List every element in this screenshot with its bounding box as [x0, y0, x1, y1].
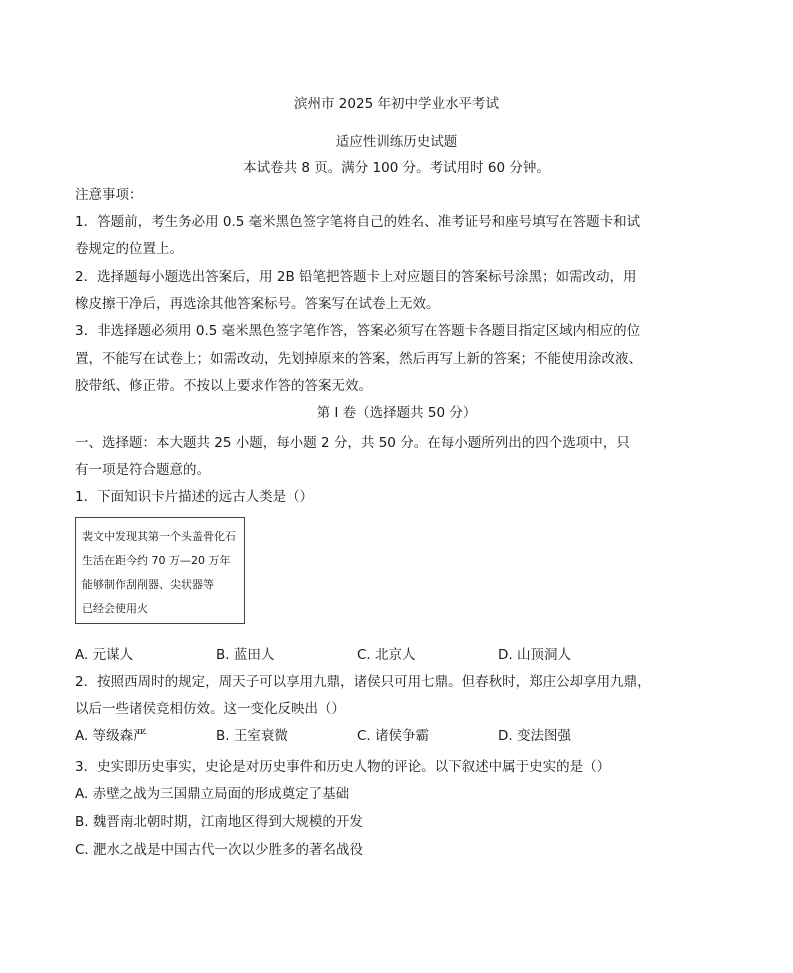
q1-option-b: B. 蓝田人 [216, 647, 275, 663]
section-intro-line: 有一项是符合题意的。 [75, 462, 210, 478]
card-line: 裴文中发现其第一个头盖骨化石 [82, 530, 236, 543]
notes-heading: 注意事项： [75, 187, 143, 203]
q3-option-a: A. 赤壁之战为三国鼎立局面的形成奠定了基础 [75, 786, 350, 802]
q3-option-b: B. 魏晋南北朝时期，江南地区得到大规模的开发 [75, 814, 363, 830]
q2-option-d: D. 变法图强 [498, 728, 571, 744]
knowledge-card [75, 517, 245, 624]
notes-line: 橡皮擦干净后，再选涂其他答案标号。答案写在试卷上无效。 [75, 296, 440, 312]
notes-line: 3．非选择题必须用 0.5 毫米黑色签字笔作答，答案必须写在答题卡各题目指定区域内相应的位 [75, 323, 641, 339]
q1-option-a: A. 元谋人 [75, 647, 134, 663]
section-intro-line: 一、选择题：本大题共 25 小题，每小题 2 分，共 50 分。在每小题所列出的四个选项中，只 [75, 435, 630, 451]
notes-line: 1．答题前，考生务必用 0.5 毫米黑色签字笔将自己的姓名、准考证号和座号填写在答题卡和试 [75, 214, 641, 230]
section-title: 第 I 卷（选择题共 50 分） [316, 405, 477, 421]
exam-info: 本试卷共 8 页。满分 100 分。考试用时 60 分钟。 [243, 160, 550, 176]
question-1-stem: 1．下面知识卡片描述的远古人类是（） [75, 489, 314, 505]
q1-option-d: D. 山顶洞人 [498, 647, 571, 663]
exam-subtitle: 适应性训练历史试题 [335, 134, 458, 150]
q2-option-c: C. 诸侯争霸 [357, 728, 430, 744]
question-2-stem: 2．按照西周时的规定，周天子可以享用九鼎，诸侯只可用七鼎。但春秋时，郑庄公却享用九鼎， [75, 674, 651, 690]
card-line: 生活在距今约 70 万—20 万年 [82, 554, 231, 567]
card-line: 已经会使用火 [82, 602, 148, 615]
card-line: 能够制作刮削器、尖状器等 [82, 578, 214, 591]
q1-option-c: C. 北京人 [357, 647, 416, 663]
notes-line: 2．选择题每小题选出答案后，用 2B 铅笔把答题卡上对应题目的答案标号涂黑；如需改动，用 [75, 269, 637, 285]
q2-option-b: B. 王室衰微 [216, 728, 288, 744]
q3-option-c: C. 淝水之战是中国古代一次以少胜多的著名战役 [75, 842, 364, 858]
question-2-stem: 以后一些诸侯竞相仿效。这一变化反映出（） [75, 701, 345, 717]
q2-option-a: A. 等级森严 [75, 728, 147, 744]
exam-title: 滨州市 2025 年初中学业水平考试 [294, 96, 499, 112]
notes-line: 卷规定的位置上。 [75, 241, 183, 257]
notes-line: 胶带纸、修正带。不按以上要求作答的答案无效。 [75, 378, 372, 394]
question-3-stem: 3．史实即历史事实，史论是对历史事件和历史人物的评论。以下叙述中属于史实的是（） [75, 759, 611, 775]
notes-line: 置，不能写在试卷上；如需改动，先划掉原来的答案，然后再写上新的答案；不能使用涂改液、 [75, 351, 642, 367]
